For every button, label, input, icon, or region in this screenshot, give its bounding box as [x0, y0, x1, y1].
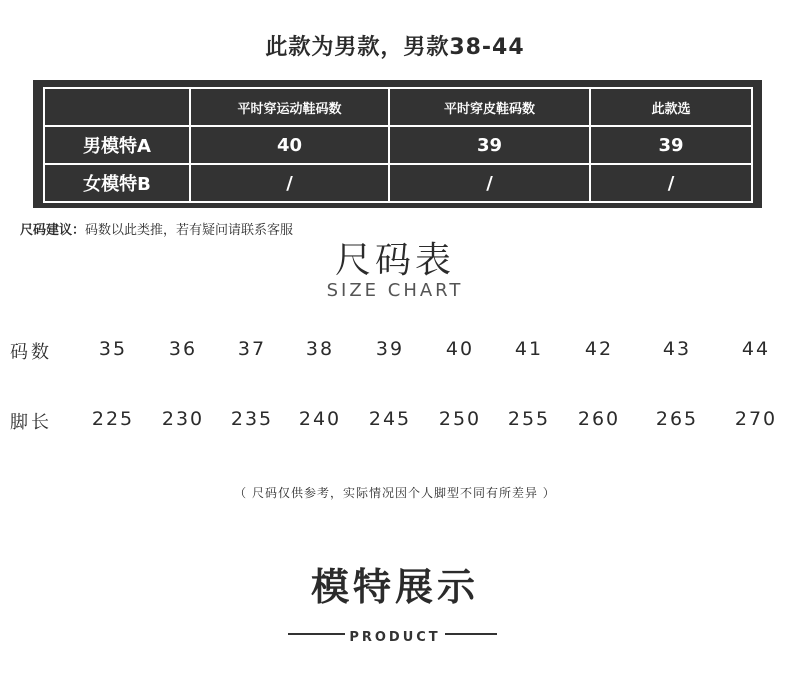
fit-table [43, 87, 753, 203]
choose-cell: / [590, 164, 752, 202]
header-choose: 此款选 [590, 88, 752, 126]
row-label: 女模特B [44, 164, 190, 202]
length-cell: 260 [577, 408, 621, 430]
length-row-label: 脚长 [10, 412, 52, 433]
product-label: PRODUCT [345, 630, 444, 645]
page-heading: 此款为男款，男款38-44 [265, 35, 525, 60]
size-cell: 42 [584, 338, 614, 360]
length-cell: 255 [507, 408, 551, 430]
length-cell: 225 [91, 408, 135, 430]
header-leather-size: 平时穿皮鞋码数 [389, 88, 590, 126]
header-empty [44, 88, 190, 126]
size-chart-title: 尺码表 [334, 240, 455, 281]
model-showcase-title: 模特展示 [310, 565, 479, 609]
length-cell: 230 [161, 408, 205, 430]
size-cell: 44 [741, 338, 771, 360]
size-row-label: 码数 [10, 342, 52, 363]
length-cell: 270 [734, 408, 778, 430]
size-cell: 39 [375, 338, 405, 360]
length-cell: 240 [298, 408, 342, 430]
size-advice-text: 码数以此类推，若有疑问请联系客服 [85, 223, 294, 238]
size-cell: 36 [168, 338, 198, 360]
size-cell: 40 [445, 338, 475, 360]
length-cell: 250 [438, 408, 482, 430]
size-advice-key: 尺码建议： [20, 223, 86, 238]
size-cell: 37 [237, 338, 267, 360]
size-cell: 43 [662, 338, 692, 360]
table-row [44, 164, 752, 202]
size-cell: 41 [514, 338, 544, 360]
fit-table-header-row [44, 88, 752, 126]
product-label-wrap [0, 626, 790, 645]
size-cell: 35 [98, 338, 128, 360]
sport-size-cell: / [190, 164, 389, 202]
leather-size-cell: / [389, 164, 590, 202]
length-cell: 235 [230, 408, 274, 430]
leather-size-cell: 39 [389, 126, 590, 164]
table-row [44, 126, 752, 164]
header-sport-size: 平时穿运动鞋码数 [190, 88, 389, 126]
size-disclaimer: （ 尺码仅供参考，实际情况因个人脚型不同有所差异 ） [234, 486, 556, 500]
sport-size-cell: 40 [190, 126, 389, 164]
size-cell: 38 [305, 338, 335, 360]
size-chart-subtitle: SIZE CHART [326, 280, 464, 301]
row-label: 男模特A [44, 126, 190, 164]
length-cell: 265 [655, 408, 699, 430]
choose-cell: 39 [590, 126, 752, 164]
length-cell: 245 [368, 408, 412, 430]
